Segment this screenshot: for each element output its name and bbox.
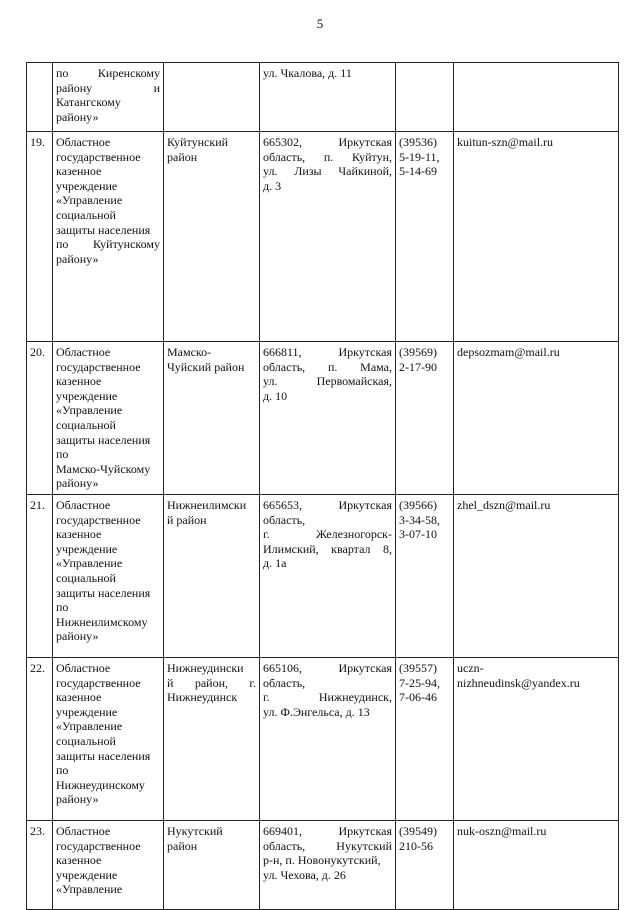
phone-numbers [396, 132, 454, 342]
district-name-line: Нижнеилимски [167, 498, 247, 512]
district-name-line: Нижнеудински [167, 661, 244, 675]
institution-name-line: «Управление [56, 882, 123, 897]
institution-name-line: защиты населения [56, 748, 151, 763]
table-row [27, 821, 619, 910]
phone-numbers-line: 7-06-46 [399, 690, 437, 705]
institution-name-line: государственное [56, 675, 141, 690]
institution-name-line: казенное [56, 853, 102, 868]
institution-name-line: казенное [56, 374, 102, 389]
institution-name-line: учреждение [56, 178, 118, 193]
institution-name-line: государственное [56, 359, 141, 374]
institution-name-line: «Управление [56, 719, 123, 734]
institution-name [53, 658, 164, 821]
page-number: 5 [316, 16, 324, 31]
institution-name-line: Областное [56, 824, 111, 838]
postal-address-line: р-н, п. Новонукутский, [263, 853, 381, 868]
institution-name-line: казенное [56, 164, 102, 179]
district-name-line: Мамско- [167, 345, 212, 359]
district-name-line: район [167, 838, 198, 853]
phone-numbers [396, 658, 454, 821]
phone-numbers-line: (39569) [399, 345, 437, 359]
institution-name-line: защиты населения [56, 585, 151, 600]
table-row [27, 342, 619, 495]
row-number: 21. [27, 495, 53, 658]
district-name [164, 342, 260, 495]
phone-numbers-line: 7-25-94, [399, 675, 440, 690]
institution-name-line: Мамско-Чуйскому [56, 461, 151, 476]
institutions-table [26, 62, 619, 910]
email-address [454, 495, 619, 658]
institution-name-line: по Киренскому [56, 66, 160, 80]
institution-name-line: району» [56, 792, 99, 807]
postal-address-line: д. 10 [263, 388, 288, 403]
table-row [27, 495, 619, 658]
institution-name [53, 63, 164, 132]
row-number: 22. [27, 658, 53, 821]
phone-numbers-line: 2-17-90 [399, 359, 437, 374]
email-address-line: zhel_dszn@mail.ru [457, 498, 551, 512]
institution-name-line: по Куйтунскому [56, 237, 160, 252]
institution-name-line: по [56, 447, 69, 462]
institution-name-line: «Управление [56, 403, 123, 418]
phone-numbers [396, 821, 454, 910]
district-name [164, 821, 260, 910]
phone-numbers-line: (39536) [399, 135, 437, 149]
postal-address-line: ул. Чкалова, д. 11 [263, 66, 352, 80]
institution-name-line: по [56, 600, 69, 615]
institution-name-line: защиты населения [56, 222, 151, 237]
phone-numbers-line: (39549) [399, 824, 437, 838]
email-address-line: kuitun-szn@mail.ru [457, 135, 554, 149]
district-name [164, 658, 260, 821]
postal-address-line: ул. Ф.Энгельса, д. 13 [263, 704, 370, 719]
table-row [27, 63, 619, 132]
institution-name-line: государственное [56, 512, 141, 527]
district-name [164, 495, 260, 658]
institution-name-line: «Управление [56, 193, 123, 208]
table-row [27, 132, 619, 342]
email-address-line: nuk-oszn@mail.ru [457, 824, 547, 838]
phone-numbers-line: (39557) [399, 661, 437, 675]
email-address-line: depsozmam@mail.ru [457, 345, 560, 359]
postal-address [260, 495, 396, 658]
postal-address-line: д. 3 [263, 178, 282, 193]
institution-name-line: учреждение [56, 541, 118, 556]
district-name-line: Чуйский район [167, 359, 245, 374]
institution-name-line: району» [56, 629, 99, 644]
institution-name-line: району» [56, 476, 99, 491]
district-name [164, 132, 260, 342]
district-name-line: Нижнеудинск [167, 690, 238, 705]
postal-address-line: область, п. Куйтун, [263, 149, 392, 164]
postal-address-line: д. 1а [263, 556, 287, 571]
district-name-line: район [167, 149, 198, 164]
institution-name [53, 495, 164, 658]
postal-address-line: область, [263, 512, 306, 527]
row-number: 23. [27, 821, 53, 910]
institution-name-line: учреждение [56, 388, 118, 403]
postal-address-line: Илимский, квартал 8, [263, 541, 392, 556]
email-address [454, 63, 619, 132]
phone-numbers [396, 63, 454, 132]
postal-address-line: ул. Лизы Чайкиной, [263, 164, 392, 179]
institution-name-line: государственное [56, 149, 141, 164]
institution-name [53, 342, 164, 495]
institution-name-line: социальной [56, 570, 116, 585]
institution-name [53, 821, 164, 910]
postal-address-line: область, Нукутский [263, 838, 392, 853]
institution-name-line: учреждение [56, 867, 118, 882]
institution-name-line: Нижнеудинскому [56, 777, 145, 792]
email-address [454, 821, 619, 910]
phone-numbers [396, 342, 454, 495]
institution-name-line: социальной [56, 733, 116, 748]
district-name-line: й район [167, 512, 207, 527]
phone-numbers-line: 5-19-11, [399, 149, 440, 164]
email-address [454, 132, 619, 342]
institution-name-line: государственное [56, 838, 141, 853]
postal-address-line: г. Железногорск- [263, 527, 392, 542]
row-number: 19. [27, 132, 53, 342]
institution-name-line: Нижнеилимскому [56, 614, 148, 629]
postal-address-line: 665302, Иркутская [263, 135, 392, 149]
postal-address-line: г. Нижнеудинск, [263, 690, 392, 705]
phone-numbers [396, 495, 454, 658]
institution-name-line: Областное [56, 345, 111, 359]
institution-name-line: социальной [56, 417, 116, 432]
institution-name-line: Областное [56, 661, 111, 675]
institution-name-line: Областное [56, 135, 111, 149]
postal-address-line: область, [263, 675, 306, 690]
institution-name-line: Катангскому [56, 95, 121, 110]
postal-address [260, 63, 396, 132]
institution-name-line: социальной [56, 207, 116, 222]
postal-address-line: область, п. Мама, [263, 359, 392, 374]
postal-address-line: 666811, Иркутская [263, 345, 392, 359]
institution-name-line: району» [56, 251, 99, 266]
phone-numbers-line: 5-14-69 [399, 164, 437, 179]
postal-address-line: 669401, Иркутская [263, 824, 392, 838]
postal-address-line: 665106, Иркутская [263, 661, 392, 675]
district-name-line: й район, г. [167, 675, 256, 690]
institution-name-line: защиты населения [56, 432, 151, 447]
postal-address-line: 665653, Иркутская [263, 498, 392, 512]
postal-address [260, 821, 396, 910]
table-row [27, 658, 619, 821]
postal-address [260, 342, 396, 495]
district-name-line: Нукутский [167, 824, 223, 838]
institution-name-line: учреждение [56, 704, 118, 719]
phone-numbers-line: 3-07-10 [399, 527, 437, 542]
row-number [27, 63, 53, 132]
postal-address [260, 132, 396, 342]
postal-address [260, 658, 396, 821]
district-name [164, 63, 260, 132]
institution-name-line: по [56, 763, 69, 778]
institution-name-line: казенное [56, 527, 102, 542]
email-address [454, 658, 619, 821]
district-name-line: Куйтунский [167, 135, 229, 149]
postal-address-line: ул. Чехова, д. 26 [263, 867, 346, 882]
postal-address-line: ул. Первомайская, [263, 374, 392, 389]
institution-name [53, 132, 164, 342]
row-number: 20. [27, 342, 53, 495]
institution-name-line: району и [56, 80, 160, 95]
phone-numbers-line: 210-56 [399, 838, 433, 853]
institution-name-line: Областное [56, 498, 111, 512]
institution-name-line: казенное [56, 690, 102, 705]
email-address-line: uczn- [457, 661, 484, 675]
institution-name-line: «Управление [56, 556, 123, 571]
email-address-line: nizhneudinsk@yandex.ru [457, 675, 580, 690]
institution-name-line: району» [56, 109, 99, 124]
phone-numbers-line: 3-34-58, [399, 512, 440, 527]
email-address [454, 342, 619, 495]
phone-numbers-line: (39566) [399, 498, 437, 512]
